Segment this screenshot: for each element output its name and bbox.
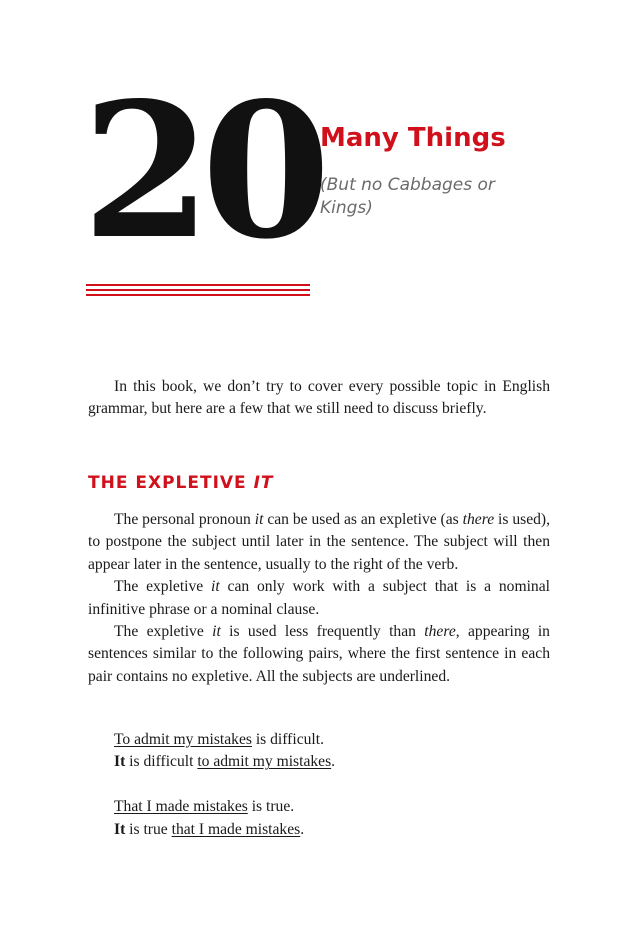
underlined-subject: That I made mistakes [114, 798, 248, 816]
text-run: is true [125, 820, 172, 838]
text-run: is true. [247, 798, 295, 816]
section-heading-emphasis: IT [253, 473, 274, 493]
example-expletive [114, 751, 335, 773]
underlined-subject: to admit my mistakes [197, 753, 332, 771]
chapter-rule-decoration [86, 284, 310, 299]
emphasis: it [211, 578, 220, 596]
red-rule [86, 294, 310, 296]
text-run: , appearing in sentences similar to the following pairs, where the first sentence in each pair contains no expletive. All the subjects are underlined. [88, 623, 550, 685]
section-heading [88, 473, 274, 493]
intro-paragraph: In this book, we don’t try to cover every possible topic in English grammar, but here are a few that we still need to discuss briefly. [88, 378, 550, 418]
text-run: is difficult [125, 753, 198, 771]
chapter-number: 20 [82, 61, 321, 280]
expletive-it: It [114, 753, 126, 771]
text-run: . [331, 753, 336, 771]
emphasis: it [254, 511, 264, 528]
expletive-it: It [114, 820, 126, 838]
underlined-subject: To admit my mistakes [114, 731, 252, 748]
text-run: The expletive [114, 578, 212, 596]
example-plain [114, 729, 335, 751]
section-body [88, 509, 550, 688]
emphasis: there [462, 511, 495, 528]
text-run: . [300, 820, 305, 838]
underlined-subject: that I made mistakes [171, 820, 301, 838]
example-expletive [114, 819, 335, 841]
section-heading-text: THE EXPLETIVE [88, 473, 254, 493]
text-run: is used less frequently than [220, 623, 425, 641]
red-rule [86, 289, 310, 291]
text-run: The expletive [114, 623, 213, 641]
text-run: can be used as an expletive (as [263, 511, 463, 528]
chapter-subtitle: (But no Cabbages or Kings) [320, 175, 495, 218]
text-run: The personal pronoun [114, 511, 255, 528]
spacer [114, 774, 335, 796]
emphasis: it [212, 623, 221, 641]
paragraph-2 [88, 576, 550, 621]
red-rule [86, 284, 310, 286]
chapter-title: Many Things [320, 123, 506, 153]
emphasis: there [424, 623, 456, 641]
example-sentences [114, 729, 335, 841]
text-run: can only work with a subject that is a nominal infinitive phrase or a nominal clause. [88, 578, 550, 618]
text-run: is difficult. [251, 731, 324, 748]
paragraph-1 [88, 509, 550, 576]
example-plain [114, 796, 335, 818]
text-run: is used), to postpone the subject until later in the sentence. The subject will then appear later in the sentence, usually to the right of the verb. [88, 511, 551, 573]
paragraph-3 [88, 621, 550, 688]
